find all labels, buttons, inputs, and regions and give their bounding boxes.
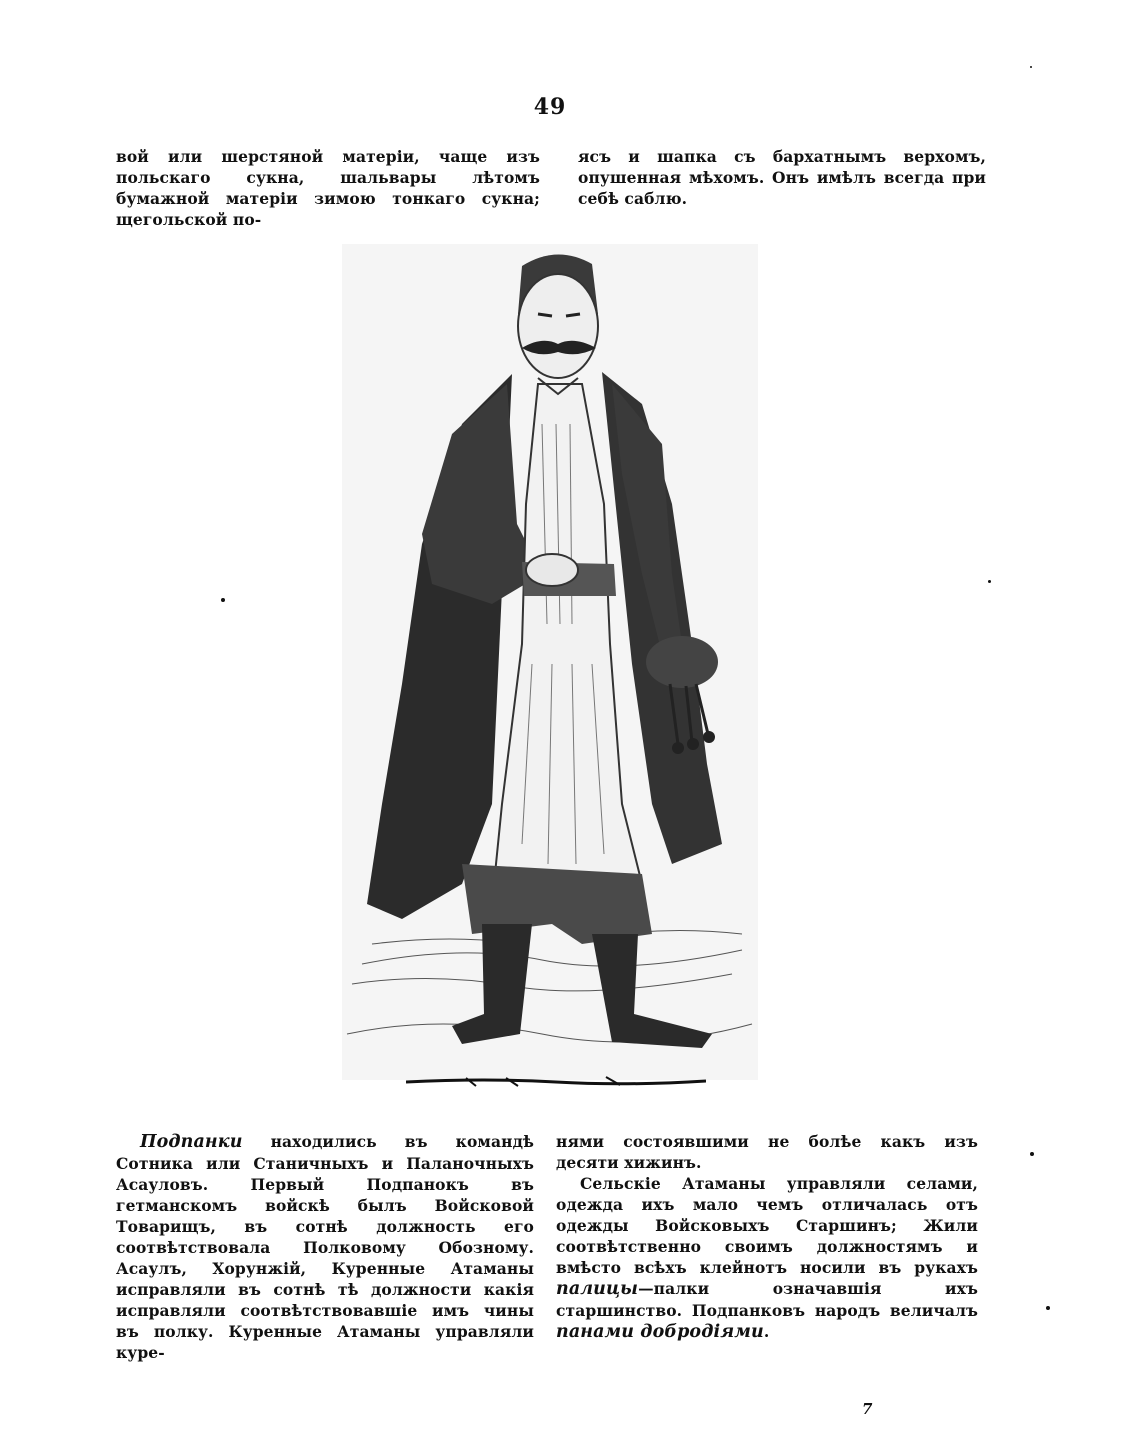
top-left-column — [116, 146, 540, 230]
ground-hatching — [347, 930, 752, 1042]
atamany-text-a: Сельскіе Атаманы управляли селами, одежда ихъ мало чемъ отличалась отъ одежды Войсковыхъ Старшинъ; Жили соотвѣтственно своимъ должностямъ и вмѣсто всѣхъ клейнотъ носили въ рукахъ — [556, 1174, 978, 1277]
term-pany-dobrodii: панами добродіями — [556, 1322, 764, 1342]
term-podpanki: Подпанки — [140, 1132, 243, 1152]
boot-left — [452, 924, 532, 1044]
face — [518, 274, 598, 378]
atamany-text-b: —палки означавшія ихъ старшинство. Подпанковъ народъ величалъ — [556, 1279, 978, 1320]
hat-in-hand — [646, 636, 718, 688]
speck — [1030, 1152, 1034, 1156]
bottom-right-column — [556, 1131, 978, 1343]
bottom-left-column — [116, 1131, 534, 1363]
podpanki-paragraph — [116, 1131, 534, 1363]
speck — [1046, 1306, 1050, 1310]
page-number: 49 — [533, 94, 567, 120]
hand-left — [526, 554, 578, 586]
continuation-paragraph: нями состоявшими не болѣе какъ изъ десяти хижинъ. — [556, 1132, 978, 1172]
top-left-text: вой или шерстяной матеріи, чаще изъ польскаго сукна, шальвары лѣтомъ бумажной матеріи зимою тонкаго сукна; щегольской по- — [116, 147, 540, 229]
speck — [988, 580, 991, 583]
podpanki-text: находились въ командѣ Сотника или Станичныхъ и Паланочныхъ Асауловъ. Первый Подпанокъ въ гетманскомъ войскѣ былъ Войсковой Товарищъ, въ сотнѣ должность его соотвѣтствовала Полковому Обозному. Асаулъ, Хорунжій, Куренные Атаманы исправляли въ сотнѣ тѣ должности какія исправляли соотвѣтствовавшіе имъ чины въ полку. Куренные Атаманы управляли куре- — [116, 1132, 534, 1362]
cossack-illustration — [342, 244, 758, 1080]
ground-line-ornament — [406, 1076, 706, 1088]
speck — [1030, 66, 1032, 68]
boot-right — [592, 934, 712, 1048]
atamany-text-c: . — [763, 1322, 770, 1341]
speck — [221, 598, 225, 602]
top-right-text: ясъ и шапка съ бархатнымъ верхомъ, опушенная мѣхомъ. Онъ имѣлъ всегда при себѣ саблю. — [578, 147, 986, 208]
atamany-paragraph — [556, 1173, 978, 1343]
top-right-column — [578, 146, 986, 209]
term-palicy: палицы — [556, 1279, 639, 1299]
signature-mark: 7 — [862, 1400, 873, 1418]
cossack-engraving — [342, 244, 758, 1080]
